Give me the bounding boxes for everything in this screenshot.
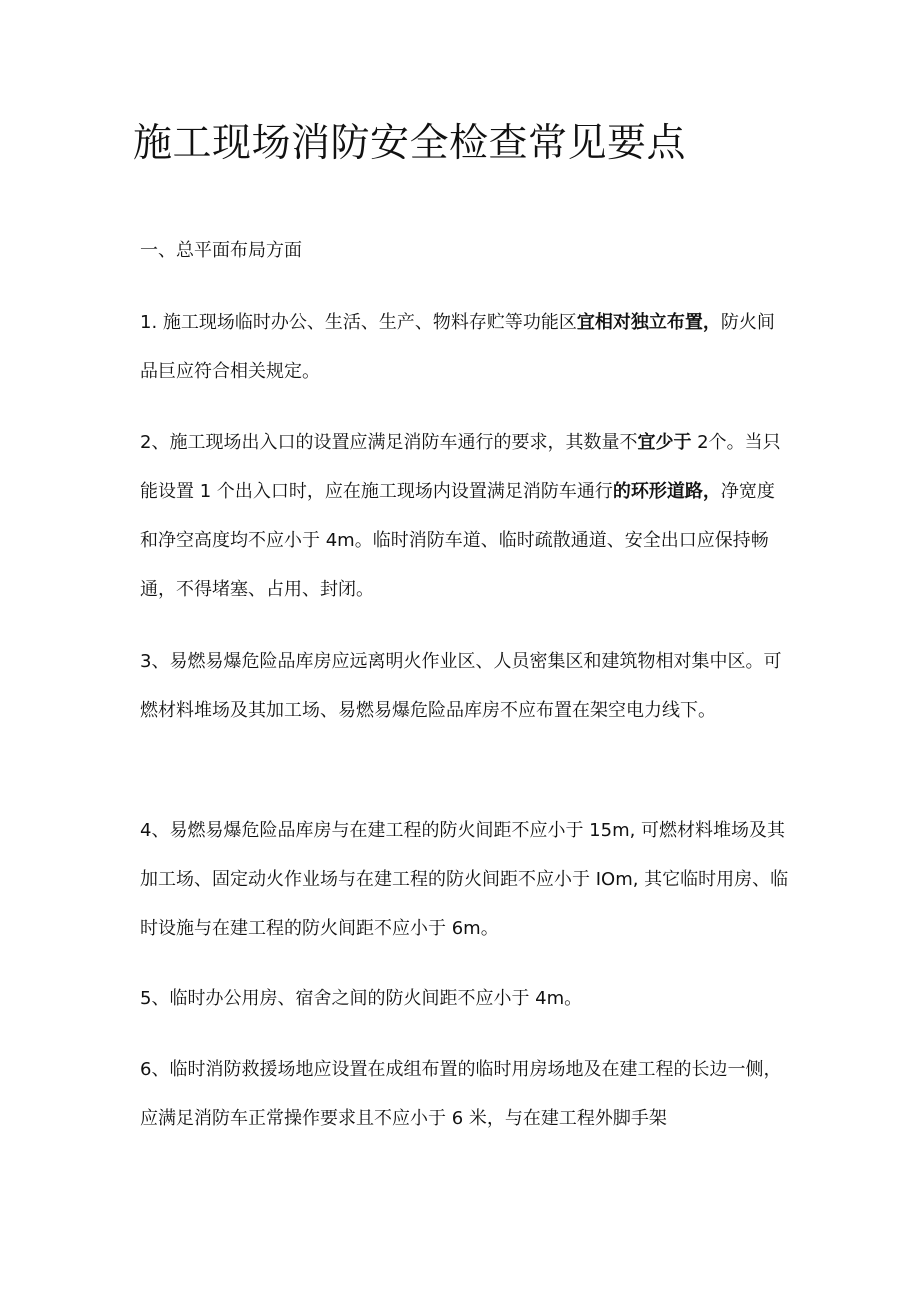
list-item-4 bbox=[140, 806, 790, 953]
list-item-5 bbox=[140, 974, 790, 1023]
item-text-segment: 防火间品巨应符合相关规定。 bbox=[140, 312, 775, 382]
item-text-segment: 5、临时办公用房、宿舍之间的防火间距不应小于 4m。 bbox=[140, 988, 583, 1009]
list-item-6 bbox=[140, 1045, 790, 1143]
item-text-segment: 2、施工现场出入口的设置应满足消防车通行的要求，其数量不 bbox=[140, 432, 638, 453]
item-text-segment: 净宽度和净空高度均不应小于 4m。临时消防车道、临时疏散通道、安全出口应保持畅通，不得堵塞、占用、封闭。 bbox=[140, 481, 775, 600]
item-emphasis-segment: 宜少于 bbox=[637, 432, 692, 453]
list-item-2 bbox=[140, 418, 790, 614]
item-emphasis-segment: 的环形道路， bbox=[612, 481, 721, 502]
item-text-segment: 3、易燃易爆危险品库房应远离明火作业区、人员密集区和建筑物相对集中区。可燃材料堆场及其加工场、易燃易爆危险品库房不应布置在架空电力线下。 bbox=[140, 651, 782, 721]
document-title: 施工现场消防安全检查常见要点 bbox=[133, 121, 687, 166]
list-item-1 bbox=[140, 298, 790, 396]
item-text-segment: 2个。当只能设置 1 个出入口时，应在施工现场内设置满足消防车通行 bbox=[140, 432, 781, 502]
item-text-segment: 1. 施工现场临时办公、生活、生产、物料存贮等功能区 bbox=[140, 312, 577, 333]
item-text-segment: 4、易燃易爆危险品库房与在建工程的防火间距不应小于 15m, 可燃材料堆场及其加工场、固定动火作业场与在建工程的防火间距不应小于 IOm, 其它临时用房、临时设施与在建工程的防火间距不应小于 6m。 bbox=[140, 820, 789, 939]
item-text-segment: 6、临时消防救援场地应设置在成组布置的临时用房场地及在建工程的长边一侧，应满足消防车正常操作要求且不应小于 6 米，与在建工程外脚手架 bbox=[140, 1059, 782, 1129]
list-item-3 bbox=[140, 637, 790, 735]
section-heading: 一、总平面布局方面 bbox=[140, 240, 302, 261]
item-emphasis-segment: 宜相对独立布置， bbox=[576, 312, 721, 333]
